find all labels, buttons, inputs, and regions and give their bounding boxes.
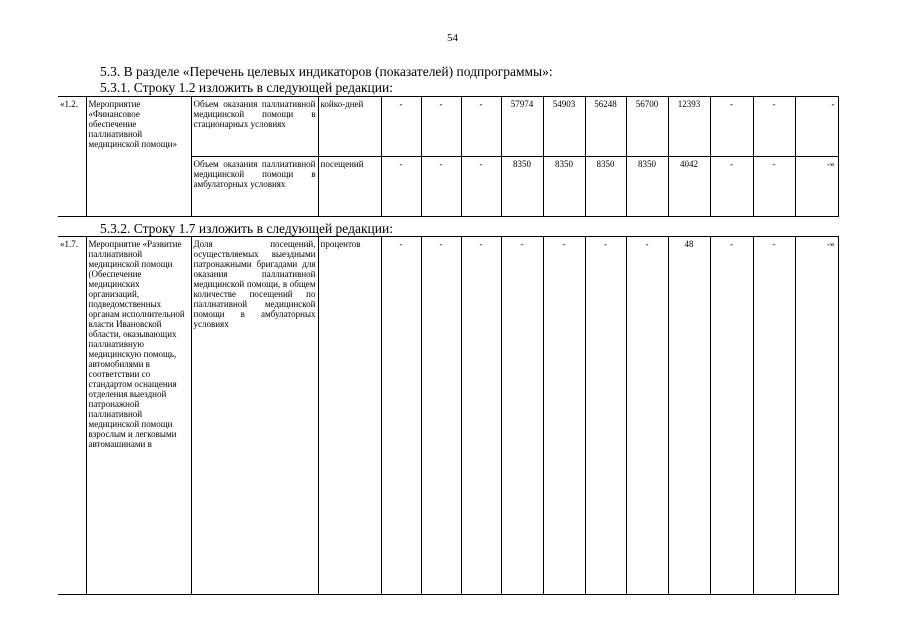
unit-cell: процентов [318,237,381,595]
value-cell: - [626,237,668,595]
table-row [58,237,838,595]
value-cell: - [501,237,543,595]
value-cell: 12393 [668,97,710,157]
value-cell: - [421,157,461,217]
value-cell: - [381,157,421,217]
value-cell: - [795,97,838,157]
value-cell: - [461,157,501,217]
row-number: «1.7. [58,237,86,595]
subsection-heading-1-2: 5.3.1. Строку 1.2 изложить в следующей редакции: [100,80,393,95]
value-cell: 8350 [626,157,668,217]
value-cell: - [381,97,421,157]
value-cell: 56700 [626,97,668,157]
value-cell: 8350 [585,157,626,217]
value-cell: 57974 [501,97,543,157]
value-cell: 4042 [668,157,710,217]
row-number: «1.2. [58,97,86,217]
value-cell: -» [795,237,838,595]
event-name: Мероприятие «Развитие паллиативной медицинской помощи (Обеспечение медицинских организаций, подведомственных органам исполнительной власти Ивановской области, оказывающих паллиативную медицинскую помощь, автомобилями в соответствии со стандартом оснащения отделения выездной патронажной паллиативной медицинской помощи взрослым и легковыми автомашинами в [86,237,191,595]
section-heading: 5.3. В разделе «Перечень целевых индикаторов (показателей) подпрограммы»: [100,64,553,79]
value-cell: 8350 [543,157,585,217]
value-cell: - [421,97,461,157]
indicator-table-row-1-2 [58,96,839,217]
value-cell: - [585,237,626,595]
value-cell: - [461,97,501,157]
unit-cell: койко-дней [318,97,381,157]
value-cell: 8350 [501,157,543,217]
indicator-name: Доля посещений, осуществляемых выездными патронажными бригадами для оказания паллиативной медицинской помощи, в общем количестве посещений по паллиативной медицинской помощи в амбулаторных условиях [191,237,318,595]
unit-cell: посещений [318,157,381,217]
indicator-table-row-1-7 [58,236,839,595]
subsection-heading-1-7: 5.3.2. Строку 1.7 изложить в следующей редакции: [100,221,393,236]
value-cell: -» [795,157,838,217]
event-name: Мероприятие «Финансовое обеспечение паллиативной медицинской помощи» [86,97,191,217]
indicator-name: Объем оказания паллиативной медицинской помощи в амбулаторных условиях [191,157,318,217]
value-cell: - [753,157,795,217]
page-number: 54 [447,32,458,44]
value-cell: - [753,97,795,157]
value-cell: - [461,237,501,595]
value-cell: 48 [668,237,710,595]
value-cell: - [710,97,753,157]
value-cell: - [710,237,753,595]
value-cell: - [543,237,585,595]
value-cell: - [381,237,421,595]
value-cell: - [753,237,795,595]
value-cell: - [710,157,753,217]
value-cell: 56248 [585,97,626,157]
value-cell: - [421,237,461,595]
value-cell: 54903 [543,97,585,157]
table-row [58,97,838,157]
indicator-name: Объем оказания паллиативной медицинской помощи в стационарных условиях [191,97,318,157]
